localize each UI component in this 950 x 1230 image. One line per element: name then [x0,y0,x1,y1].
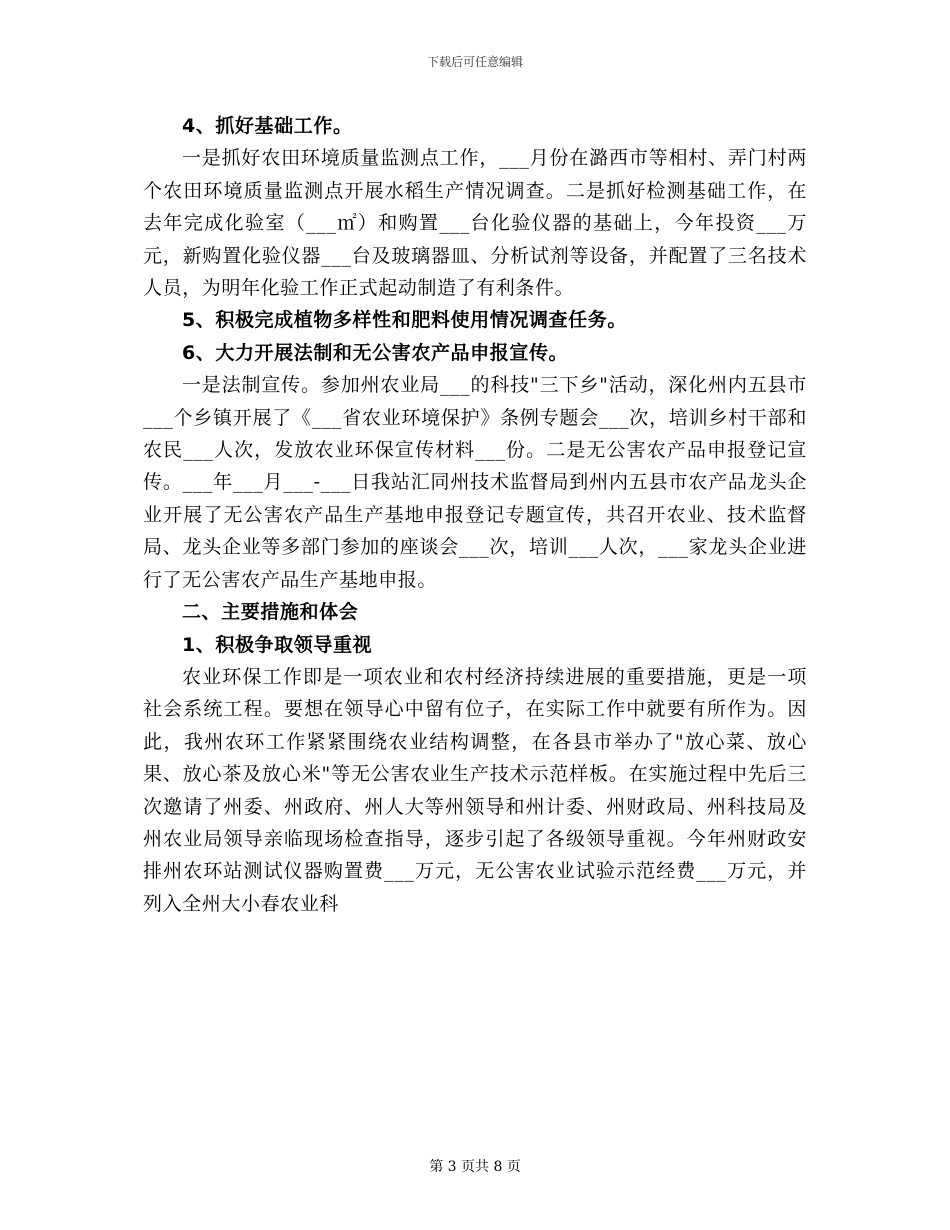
page-footer: 第 3 页共 8 页 [429,1159,521,1175]
section-5-heading: 5、积极完成植物多样性和肥料使用情况调查任务。 [181,309,627,332]
section-6-paragraph: 一是法制宣传。参加州农业局___的科技"三下乡"活动，深化州内五县市___个乡镇开展了《___省农业环境保护》条例专题会___次，培训乡村干部和农民___人次，发放农业环保宣传材料___份。二是无公害农产品申报登记宣传。___年___月___-___日我站汇同州技术监督局到州内五县市农产品龙头企业开展了无公害农产品生产基地申报登记专题宣传，共召开农业、技术监督局、龙头企业等多部门参加的座谈会___次，培训___人次，___家龙头企业进行了无公害农产品生产基地申报。 [143,374,807,591]
measure-1-heading: 1、积极争取领导重视 [181,633,373,656]
measure-1-paragraph: 农业环保工作即是一项农业和农村经济持续进展的重要措施，更是一项社会系统工程。要想在领导心中留有位子，在实际工作中就要有所作为。因此，我州农环工作紧紧围绕农业结构调整，在各县市举办了"放心菜、放心果、放心茶及放心米"等无公害农业生产技术示范样板。在实施过程中先后三次邀请了州委、州政府、州人大等州领导和州计委、州财政局、州科技局及州农业局领导亲临现场检查指导，逐步引起了各级领导重视。今年州财政安排州农环站测试仪器购置费___万元，无公害农业试验示范经费___万元，并列入全州大小春农业科 [143,665,807,915]
page-header: 下载后可任意编辑 [426,55,523,69]
document-body [143,110,807,920]
section-4-heading: 4、抓好基础工作。 [181,115,353,137]
section-4-paragraph: 一是抓好农田环境质量监测点工作，___月份在潞西市等相村、弄门村两个农田环境质量监测点开展水稻生产情况调查。二是抓好检测基础工作，在去年完成化验室（___㎡）和购置___台化验仪器的基础上，今年投资___万元，新购置化验仪器___台及玻璃器皿、分析试剂等设备，并配置了三名技术人员，为明年化验工作正式起动制造了有利条件。 [143,147,807,300]
part-2-heading: 二、主要措施和体会 [181,601,359,624]
section-6-heading: 6、大力开展法制和无公害农产品申报宣传。 [181,341,569,364]
